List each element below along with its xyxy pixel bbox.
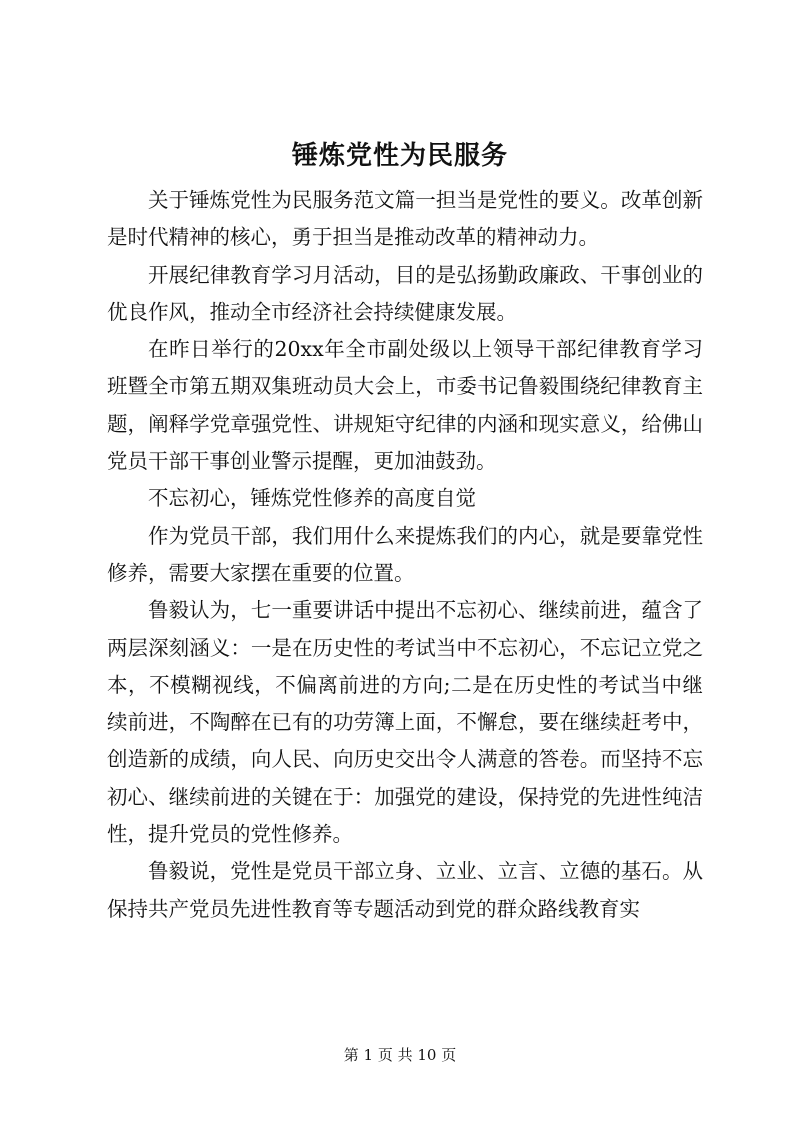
paragraph: 作为党员干部，我们用什么来提炼我们的内心，就是要靠党性修养，需要大家摆在重要的位置。	[107, 523, 703, 585]
paragraph: 在昨日举行的20xx年全市副处级以上领导干部纪律教育学习班暨全市第五期双集班动员大会上，市委书记鲁毅围绕纪律教育主题，阐释学党章强党性、讲规矩守纪律的内涵和现实意义，给佛山党员干部干事创业警示提醒，更加油鼓劲。	[107, 337, 703, 474]
section-heading: 不忘初心，锤炼党性修养的高度自觉	[148, 486, 476, 511]
paragraph: 关于锤炼党性为民服务范文篇一担当是党性的要义。改革创新是时代精神的核心，勇于担当是推动改革的精神动力。	[107, 188, 703, 250]
page-number-footer: 第 1 页 共 10 页	[343, 1046, 457, 1064]
paragraph: 鲁毅说，党性是党员干部立身、立业、立言、立德的基石。从保持共产党员先进性教育等专题活动到党的群众路线教育实	[107, 859, 703, 921]
document-title: 锤炼党性为民服务	[291, 141, 508, 171]
paragraph: 鲁毅认为，七一重要讲话中提出不忘初心、继续前进，蕴含了两层深刻涵义：一是在历史性的考试当中不忘初心，不忘记立党之本，不模糊视线，不偏离前进的方向;二是在历史性的考试当中继续前进，不陶醉在已有的功劳簿上面，不懈怠，要在继续赶考中，创造新的成绩，向人民、向历史交出令人满意的答卷。而坚持不忘初心、继续前进的关键在于：加强党的建设，保持党的先进性纯洁性，提升党员的党性修养。	[107, 598, 703, 847]
document-body	[107, 182, 703, 928]
paragraph: 开展纪律教育学习月活动，目的是弘扬勤政廉政、干事创业的优良作风，推动全市经济社会持续健康发展。	[107, 262, 703, 324]
